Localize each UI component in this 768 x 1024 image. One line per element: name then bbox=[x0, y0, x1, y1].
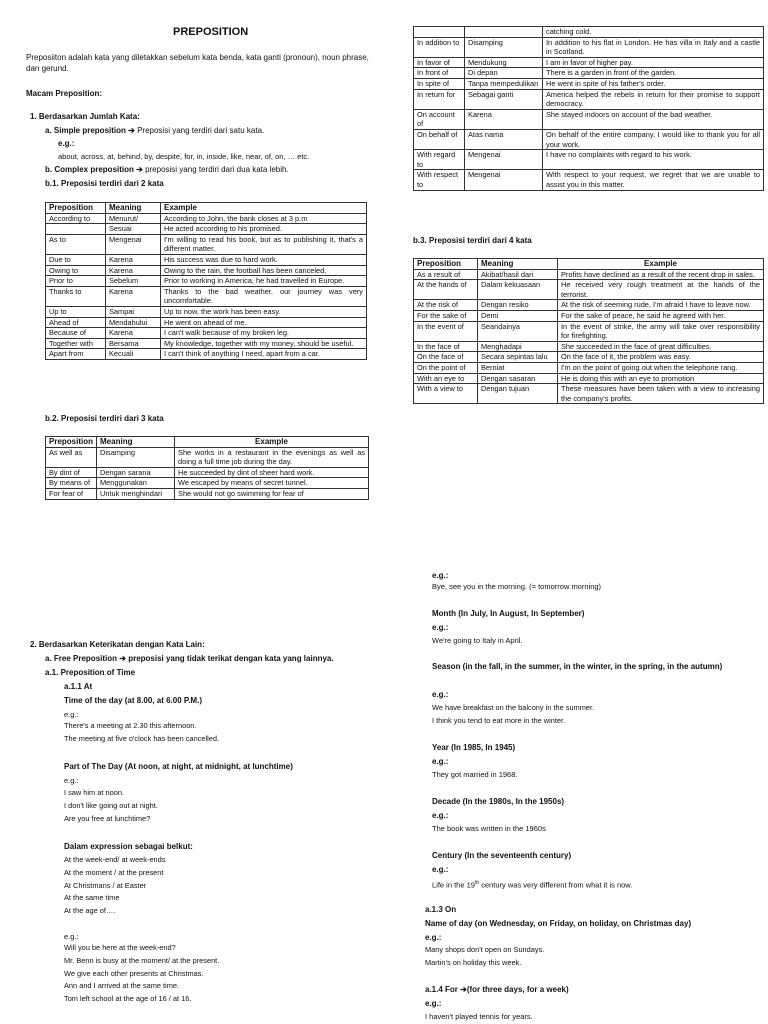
cell-preposition: In spite of bbox=[414, 78, 465, 89]
century-heading: Century (In the seventeenth century) bbox=[432, 851, 572, 860]
decade-heading: Decade (In the 1980s, In the 1950s) bbox=[432, 797, 565, 806]
cell-meaning: Sebagai ganti bbox=[465, 89, 543, 109]
cell-preposition: In favor of bbox=[414, 57, 465, 68]
expression-line: At the same time bbox=[64, 893, 120, 903]
cell-meaning: Seandainya bbox=[478, 321, 558, 341]
table-row bbox=[46, 234, 367, 254]
cell-example: His success was due to hard work. bbox=[161, 254, 367, 265]
b1-heading: b.1. Preposisi terdiri dari 2 kata bbox=[45, 179, 164, 188]
cell-example: With respect to your request, we regret that we are unable to assist you in this matter. bbox=[543, 170, 764, 190]
example-text: Life in the 19 bbox=[432, 880, 475, 890]
table-row bbox=[46, 213, 367, 224]
table-row bbox=[46, 254, 367, 265]
table-row bbox=[414, 280, 764, 300]
cell-example: My knowledge, together with my money, should be useful. bbox=[161, 338, 367, 349]
table-row bbox=[414, 321, 764, 341]
table-row bbox=[414, 269, 764, 280]
cell-meaning: Karena bbox=[106, 328, 161, 339]
two-word-preposition-table bbox=[45, 202, 367, 360]
cell-meaning: Sebelum bbox=[106, 276, 161, 287]
part-of-day-heading: Part of The Day (At noon, at night, at midnight, at lunchtime) bbox=[64, 762, 293, 771]
header-meaning: Meaning bbox=[106, 203, 161, 214]
table-row bbox=[414, 37, 764, 57]
cell-example: She would not go swimming for fear of bbox=[175, 488, 369, 499]
cell-example: America helped the rebels in return for their promise to support democracy. bbox=[543, 89, 764, 109]
table-header-row bbox=[46, 437, 369, 448]
example-line: Bye, see you in the morning. (= tomorrow morning) bbox=[432, 582, 602, 591]
a14-text: (for three days, for a week) bbox=[466, 985, 569, 994]
cell-example: I'm willing to read his book, but as to publishing it, that's a different matter. bbox=[161, 234, 367, 254]
name-of-day-heading: Name of day (on Wednesday, on Friday, on holiday, on Christmas day) bbox=[425, 919, 692, 928]
cell-preposition: According to bbox=[46, 213, 106, 224]
cell-meaning: Di depan bbox=[465, 68, 543, 79]
cell-meaning: Dengan tujuan bbox=[478, 384, 558, 404]
simple-preposition-label: a. Simple preposition bbox=[45, 126, 126, 135]
cell-meaning: Dengan sarana bbox=[97, 467, 175, 478]
cell-meaning: Karena bbox=[106, 286, 161, 306]
cell-example: These measures have been taken with a view to increasing the company's profits. bbox=[558, 384, 764, 404]
example-line: Are you free at lunchtime? bbox=[64, 813, 151, 823]
table-row bbox=[414, 78, 764, 89]
example-line: I don't like going out at night. bbox=[64, 800, 158, 810]
cell-example: He acted according to his promised. bbox=[161, 224, 367, 235]
example-line: They got married in 1968. bbox=[432, 770, 518, 779]
cell-preposition: With regard to bbox=[414, 150, 465, 170]
example-line: We're going to Italy in April. bbox=[432, 636, 523, 645]
example-line: Mr. Benn is busy at the moment/ at the present. bbox=[64, 955, 220, 965]
cell-example: Prior to working in America, he had travelled in Europe. bbox=[161, 276, 367, 287]
example-line: We give each other presents at Christmas. bbox=[64, 968, 204, 978]
cell-example: He received very rough treatment at the hands of the terrorist. bbox=[558, 280, 764, 300]
cell-meaning: Karena bbox=[106, 254, 161, 265]
cell-example: She works in a restaurant in the evenings as well as doing a full time job during the day. bbox=[175, 447, 369, 467]
eg-label: e.g.: bbox=[58, 139, 75, 148]
example-list bbox=[64, 787, 158, 825]
header-preposition: Preposition bbox=[414, 259, 478, 270]
cell-meaning: Mengenai bbox=[106, 234, 161, 254]
section-2-heading: 2. Berdasarkan Keterikatan dengan Kata Lain: bbox=[30, 640, 205, 649]
example-line: Many shops don't open on Sundays. bbox=[425, 945, 545, 954]
cell-meaning: Disamping bbox=[97, 447, 175, 467]
cell-example: I have no complaints with regard to his work. bbox=[543, 150, 764, 170]
table-row bbox=[46, 224, 367, 235]
cell-preposition: In addition to bbox=[414, 37, 465, 57]
example-line: Martin's on holiday this week. bbox=[425, 957, 522, 967]
cell-preposition: By dint of bbox=[46, 467, 97, 478]
header-example: Example bbox=[558, 259, 764, 270]
simple-preposition-line bbox=[45, 126, 264, 137]
free-preposition-text: preposisi yang tidak terikat dengan kata yang lainnya. bbox=[125, 654, 334, 663]
simple-preposition-text: Preposisi yang terdiri dari satu kata. bbox=[134, 126, 265, 135]
example-line: The book was written in the 1960s bbox=[432, 824, 546, 833]
table-row bbox=[414, 27, 764, 38]
cell-meaning: Mengenai bbox=[465, 150, 543, 170]
cell-example: There is a garden in front of the garden. bbox=[543, 68, 764, 79]
cell-example: He went in spite of his father's order. bbox=[543, 78, 764, 89]
cell-meaning: Mengenai bbox=[465, 170, 543, 190]
table-row bbox=[414, 300, 764, 311]
cell-example: We escaped by means of secret tunnel. bbox=[175, 478, 369, 489]
cell-preposition: Due to bbox=[46, 254, 106, 265]
table-row bbox=[414, 310, 764, 321]
table-row bbox=[414, 170, 764, 190]
table-row bbox=[414, 352, 764, 363]
cell-example: catching cold. bbox=[543, 27, 764, 38]
cell-meaning: Menurut/ bbox=[106, 213, 161, 224]
a11-heading: a.1.1 At bbox=[64, 682, 93, 691]
cell-meaning: Secara sepintas lalu bbox=[478, 352, 558, 363]
cell-meaning: Akibat/hasil dari bbox=[478, 269, 558, 280]
arrow-right-icon: ➔ bbox=[119, 654, 126, 663]
expression-list bbox=[64, 854, 165, 918]
cell-preposition: As a result of bbox=[414, 269, 478, 280]
cell-meaning: Sesuai bbox=[106, 224, 161, 235]
cell-preposition: Owing to bbox=[46, 265, 106, 276]
cell-preposition: At the risk of bbox=[414, 300, 478, 311]
cell-meaning bbox=[465, 27, 543, 38]
cell-preposition: With respect to bbox=[414, 170, 465, 190]
complex-preposition-label: b. Complex preposition bbox=[45, 165, 134, 174]
table-row bbox=[414, 109, 764, 129]
table-row bbox=[414, 57, 764, 68]
table-row bbox=[414, 89, 764, 109]
cell-meaning: Dalam kekuasaan bbox=[478, 280, 558, 300]
three-word-preposition-table-continued bbox=[413, 26, 764, 191]
table-row bbox=[46, 488, 369, 499]
cell-meaning: Mendahului bbox=[106, 317, 161, 328]
cell-preposition: On account of bbox=[414, 109, 465, 129]
cell-example: She stayed indoors on account of the bad weather. bbox=[543, 109, 764, 129]
eg-label: e.g.: bbox=[64, 710, 79, 719]
example-line: We have breakfast on the balcony in the summer. bbox=[432, 703, 595, 712]
cell-preposition: On the face of bbox=[414, 352, 478, 363]
cell-preposition: Because of bbox=[46, 328, 106, 339]
expression-line: At the moment / at the present bbox=[64, 867, 164, 877]
eg-label: e.g.: bbox=[432, 811, 449, 820]
table-row bbox=[46, 317, 367, 328]
cell-example: He is doing this with an eye to promotion bbox=[558, 373, 764, 384]
cell-preposition bbox=[414, 27, 465, 38]
cell-example: He succeeded by dint of sheer hard work. bbox=[175, 467, 369, 478]
header-meaning: Meaning bbox=[478, 259, 558, 270]
cell-meaning: Kecuali bbox=[106, 349, 161, 360]
eg-label: e.g.: bbox=[432, 690, 449, 699]
table-row bbox=[414, 362, 764, 373]
superscript: th bbox=[474, 880, 480, 886]
four-word-preposition-table bbox=[413, 258, 764, 404]
table-row bbox=[46, 349, 367, 360]
cell-meaning: Dengan resiko bbox=[478, 300, 558, 311]
cell-preposition: For the sake of bbox=[414, 310, 478, 321]
header-preposition: Preposition bbox=[46, 437, 97, 448]
table-row bbox=[414, 150, 764, 170]
cell-preposition: With a view to bbox=[414, 384, 478, 404]
cell-example: She succeeded in the face of great difficulties. bbox=[558, 341, 764, 352]
cell-example: He went on ahead of me. bbox=[161, 317, 367, 328]
cell-preposition: On behalf of bbox=[414, 129, 465, 149]
example-line: Tom left school at the age of 16 / at 16. bbox=[64, 994, 192, 1004]
eg-label: e.g.: bbox=[425, 999, 442, 1008]
table-row bbox=[414, 341, 764, 352]
cell-preposition: Together with bbox=[46, 338, 106, 349]
example-line: I haven't played tennis for years. bbox=[425, 1012, 533, 1021]
cell-example: On the face of it, the problem was easy. bbox=[558, 352, 764, 363]
table-row bbox=[46, 286, 367, 306]
header-example: Example bbox=[161, 203, 367, 214]
three-word-preposition-table bbox=[45, 436, 369, 500]
expression-line: At Christmans / at Easter bbox=[64, 880, 147, 890]
example-line: There's a meeting at 2.30 this afternoon. bbox=[64, 721, 197, 730]
cell-meaning: Menggunakan bbox=[97, 478, 175, 489]
a14-heading bbox=[425, 985, 569, 996]
cell-meaning: Karena bbox=[465, 109, 543, 129]
cell-meaning: Menghadapi bbox=[478, 341, 558, 352]
header-meaning: Meaning bbox=[97, 437, 175, 448]
table-row bbox=[46, 265, 367, 276]
expression-heading: Dalam expression sebagai belkut: bbox=[64, 842, 193, 851]
a1-heading: a.1. Preposition of Time bbox=[45, 668, 136, 677]
arrow-right-icon: ➔ bbox=[128, 126, 135, 135]
eg-label: e.g.: bbox=[64, 776, 79, 785]
table-row bbox=[414, 384, 764, 404]
table-row bbox=[414, 68, 764, 79]
header-preposition: Preposition bbox=[46, 203, 106, 214]
free-preposition-label: a. Free Preposition bbox=[45, 654, 118, 663]
table-row bbox=[46, 276, 367, 287]
cell-example: I'm on the point of going out when the telephone rang. bbox=[558, 362, 764, 373]
cell-example: Owing to the rain, the football has been canceled. bbox=[161, 265, 367, 276]
eg-label: e.g.: bbox=[432, 757, 449, 766]
intro-paragraph: Preposiiton adalah kata yang diletakkan sebelum kata benda, kata ganti (pronoun), noun phrase, dan gerund. bbox=[26, 53, 369, 73]
cell-example: I am in favor of higher pay. bbox=[543, 57, 764, 68]
table-row bbox=[46, 306, 367, 317]
cell-example: I can't walk because of my broken leg. bbox=[161, 328, 367, 339]
arrow-right-icon: ➔ bbox=[136, 165, 143, 174]
cell-example: Thanks to the bad weather, our journey was very uncomfortable. bbox=[161, 286, 367, 306]
cell-preposition: Ahead of bbox=[46, 317, 106, 328]
arrow-right-icon: ➔ bbox=[460, 985, 467, 994]
example-list bbox=[64, 720, 219, 746]
cell-preposition: Apart from bbox=[46, 349, 106, 360]
cell-example: Up to now, the work has been easy. bbox=[161, 306, 367, 317]
cell-preposition: In return for bbox=[414, 89, 465, 109]
cell-preposition: In the face of bbox=[414, 341, 478, 352]
cell-preposition: For fear of bbox=[46, 488, 97, 499]
table-row bbox=[414, 129, 764, 149]
season-heading: Season (in the fall, in the summer, in the winter, in the spring, in the autumn) bbox=[432, 662, 723, 671]
cell-preposition: At the hands of bbox=[414, 280, 478, 300]
cell-meaning: Untuk menghindari bbox=[97, 488, 175, 499]
table-row bbox=[46, 447, 369, 467]
expression-line: At the age of…. bbox=[64, 906, 116, 916]
table-header-row bbox=[46, 203, 367, 214]
cell-meaning: Berniat bbox=[478, 362, 558, 373]
header-example: Example bbox=[175, 437, 369, 448]
cell-preposition: By means of bbox=[46, 478, 97, 489]
expression-line: At the week-end/ at week-ends bbox=[64, 855, 166, 864]
example-line bbox=[432, 878, 632, 891]
eg-label: e.g.: bbox=[432, 623, 449, 632]
time-of-day-heading: Time of the day (at 8.00, at 6.00 P.M.) bbox=[64, 696, 202, 705]
table-row bbox=[46, 467, 369, 478]
example-list bbox=[432, 702, 594, 728]
table-row bbox=[414, 373, 764, 384]
cell-meaning: Karena bbox=[106, 265, 161, 276]
cell-meaning: Tanpa mempedulikan bbox=[465, 78, 543, 89]
cell-meaning: Dengan sasaran bbox=[478, 373, 558, 384]
macam-heading: Macam Preposition: bbox=[26, 89, 103, 98]
month-heading: Month (In July, In August, In September) bbox=[432, 609, 585, 618]
cell-example: In the event of strike, the army will take over responsibility for firefighting. bbox=[558, 321, 764, 341]
eg-label: e.g.: bbox=[432, 571, 449, 580]
cell-meaning: Demi bbox=[478, 310, 558, 321]
page-title: PREPOSITION bbox=[173, 26, 249, 38]
cell-preposition: As well as bbox=[46, 447, 97, 467]
cell-meaning: Atas nama bbox=[465, 129, 543, 149]
example-list bbox=[64, 942, 219, 1006]
cell-example: According to John, the bank closes at 3 p.m bbox=[161, 213, 367, 224]
cell-meaning: Sampai bbox=[106, 306, 161, 317]
cell-meaning: Disamping bbox=[465, 37, 543, 57]
cell-example: On behalf of the entire company, I would like to thank you for all your work. bbox=[543, 129, 764, 149]
cell-preposition: Up to bbox=[46, 306, 106, 317]
example-list bbox=[425, 944, 544, 970]
cell-preposition: As to bbox=[46, 234, 106, 254]
cell-example: Profits have declined as a result of the recent drop in sales. bbox=[558, 269, 764, 280]
cell-preposition: Thanks to bbox=[46, 286, 106, 306]
table-row bbox=[46, 478, 369, 489]
eg-label: e.g.: bbox=[432, 865, 449, 874]
example-line: Will you be here at the week-end? bbox=[64, 943, 176, 952]
cell-preposition: In front of bbox=[414, 68, 465, 79]
cell-example: For the sake of peace, he said he agreed with her. bbox=[558, 310, 764, 321]
table-row bbox=[46, 328, 367, 339]
eg-label: e.g.: bbox=[64, 932, 79, 941]
year-heading: Year (In 1985, In 1945) bbox=[432, 743, 516, 752]
example-text: century was very different from what it is now. bbox=[479, 880, 633, 890]
cell-preposition: In the event of bbox=[414, 321, 478, 341]
cell-preposition bbox=[46, 224, 106, 235]
free-preposition-line bbox=[45, 654, 334, 665]
a14-label: a.1.4 For bbox=[425, 985, 461, 994]
cell-meaning: Bersama bbox=[106, 338, 161, 349]
example-line: The meeting at five o'clock has been cancelled. bbox=[64, 733, 220, 743]
example-line: I think you tend to eat more in the winter. bbox=[432, 715, 566, 725]
example-line: I saw him at noon. bbox=[64, 788, 124, 797]
simple-preposition-list: about, across, at, behind, by, despite, for, in, inside, like, near, of, on, … etc. bbox=[58, 152, 310, 161]
cell-meaning: Mendukung bbox=[465, 57, 543, 68]
cell-preposition: Prior to bbox=[46, 276, 106, 287]
cell-example: In addition to his flat in London. He has villa in Italy and a castle in Scotland. bbox=[543, 37, 764, 57]
cell-preposition: With an eye to bbox=[414, 373, 478, 384]
table-row bbox=[46, 338, 367, 349]
example-line: Ann and I arrived at the same time. bbox=[64, 981, 180, 991]
complex-preposition-line bbox=[45, 165, 289, 176]
b2-heading: b.2. Preposisi terdiri dari 3 kata bbox=[45, 414, 164, 423]
cell-example: I can't think of anything I need, apart from a car. bbox=[161, 349, 367, 360]
a13-heading: a.1.3 On bbox=[425, 905, 457, 914]
section-1-heading: 1. Berdasarkan Jumlah Kata: bbox=[30, 112, 140, 121]
b3-heading: b.3. Preposisi terdiri dari 4 kata bbox=[413, 236, 532, 245]
complex-preposition-text: preposisi yang terdiri dari dua kata lebih. bbox=[142, 165, 289, 174]
cell-example: At the risk of seeming rude, I'm afraid I have to leave now. bbox=[558, 300, 764, 311]
cell-preposition: On the point of bbox=[414, 362, 478, 373]
table-header-row bbox=[414, 259, 764, 270]
eg-label: e.g.: bbox=[425, 933, 442, 942]
